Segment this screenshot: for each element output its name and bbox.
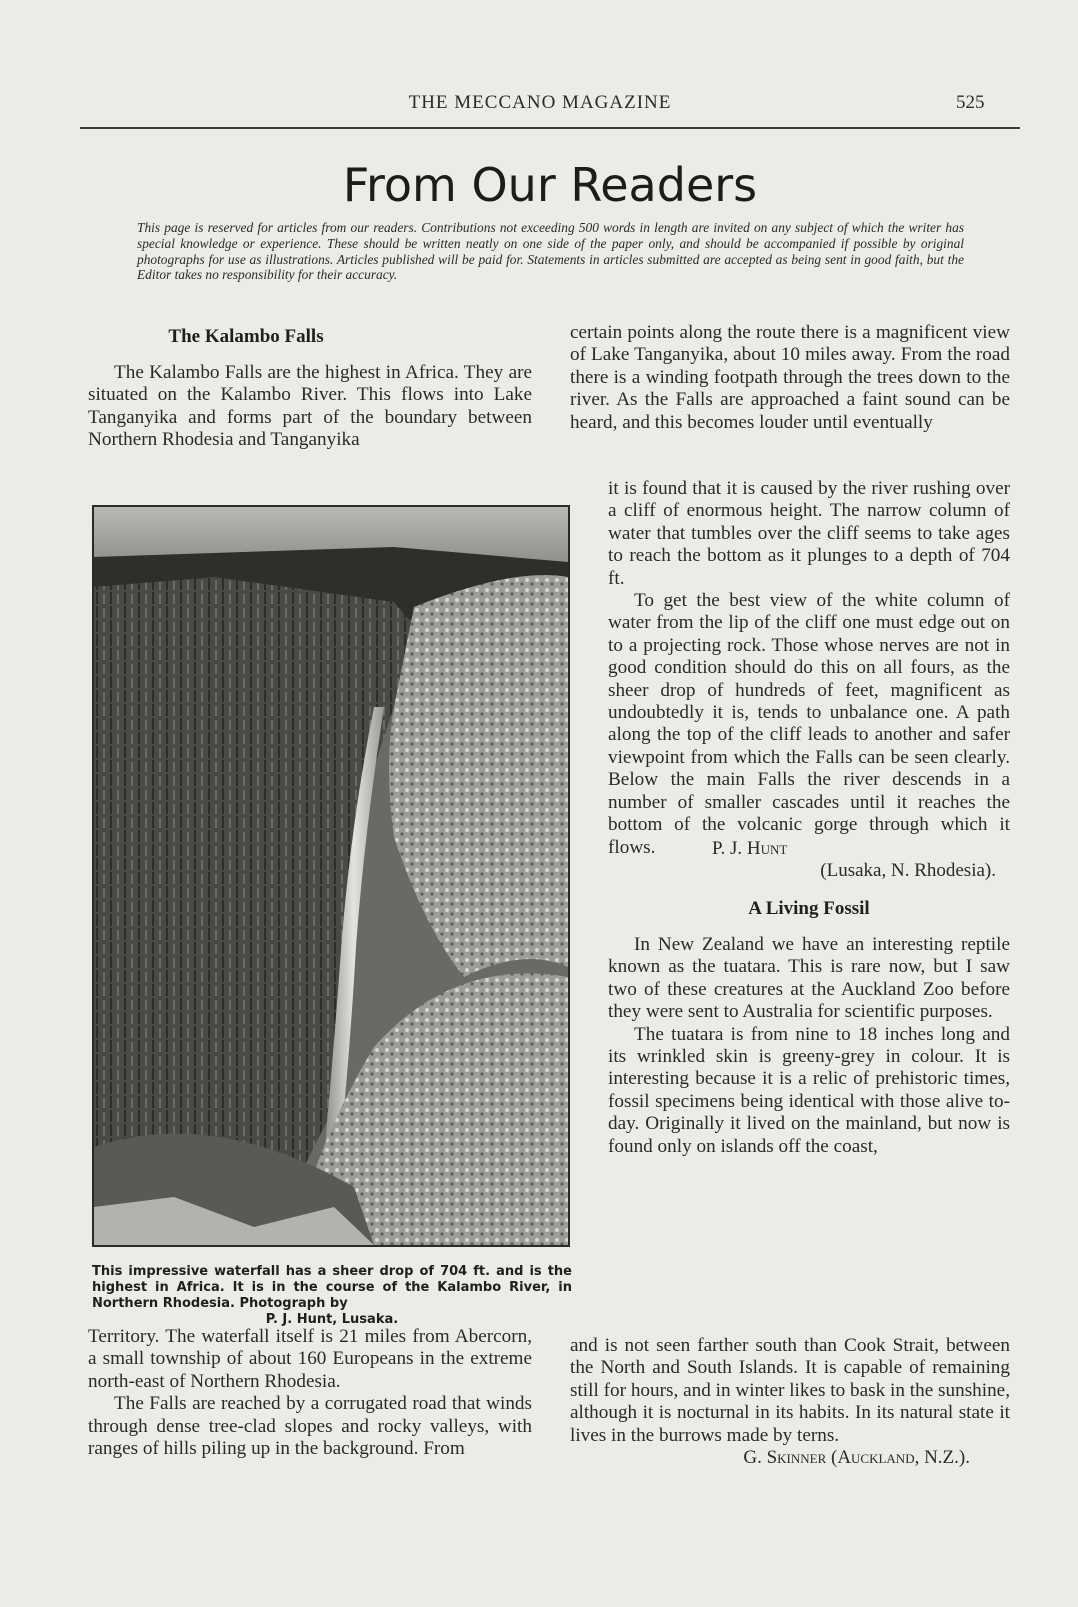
article-paragraph: certain points along the route there is a magnificent view of Lake Tanganyika, about 10 miles away. From the road there is a winding footpath through the trees down to the river. As the Falls are approached a faint sound can be heard, and this becomes louder until eventually [570, 322, 1010, 433]
magazine-title: THE MECCANO MAGAZINE [408, 92, 672, 113]
left-column-bottom [88, 1326, 532, 1460]
article-paragraph: The Kalambo Falls are the highest in Africa. They are situated on the Kalambo River. This flows into Lake Tanganyika and forms part of the boundary between Northern Rhodesia and Tanganyika [88, 362, 532, 451]
article-heading-kalambo: The Kalambo Falls [168, 326, 324, 347]
right-column-narrow [608, 478, 1010, 1158]
article-paragraph: The tuatara is from nine to 18 inches long and its wrinkled skin is greeny-grey in colour. It is interesting because it is a relic of prehistoric times, fossil specimens being identical with those alive to-day. Originally it lived on the mainland, but now is found only on islands off the coast, [608, 1023, 1010, 1157]
waterfall-image [94, 507, 568, 1245]
article-paragraph: To get the best view of the white column of water from the lip of the cliff one must edge out on to a projecting rock. Those whose nerves are not in good condition should do this on all fours, as the sheer drop of hundreds of feet, magnificent as undoubtedly it is, tends to unbalance one. A path along the top of the cliff leads to another and safer viewpoint from which the Falls can be seen clearly. Below the main Falls the river descends in a number of smaller cascades until it reaches the bottom of the volcanic gorge through which it flows. [608, 590, 1010, 858]
left-column-top [88, 326, 532, 452]
page-number: 525 [956, 92, 985, 113]
article-paragraph: In New Zealand we have an interesting reptile known as the tuatara. This is rare now, but I saw two of these creatures at the Auckland Zoo before they were sent to Australia for scientific purposes. [608, 933, 1010, 1023]
author-location: (Lusaka, N. Rhodesia). [820, 859, 996, 881]
author-signature: P. J. Hunt [712, 837, 788, 859]
article-heading-fossil: A Living Fossil [748, 897, 870, 919]
caption-text: This impressive waterfall has a sheer drop of 704 ft. and is the highest in Africa. It is in the course of the Kalambo River, in Northern Rhodesia. Photograph by [92, 1264, 572, 1311]
article-paragraph: Territory. The waterfall itself is 21 miles from Abercorn, a small township of about 160 Europeans in the extreme north-east of Northern Rhodesia. [88, 1326, 532, 1392]
header-rule [80, 127, 1020, 129]
article-paragraph: and is not seen farther south than Cook Strait, between the North and South Islands. It is capable of remaining still for hours, and in winter likes to bask in the sunshine, although it is nocturnal in its habits. In its natural state it lives in the burrows made by terns. [570, 1335, 1010, 1446]
photo-caption [92, 1264, 572, 1328]
author-signature: G. Skinner (Auckland, N.Z.). [743, 1447, 970, 1469]
right-column-top [570, 322, 1010, 434]
caption-credit: P. J. Hunt, Lusaka. [265, 1312, 399, 1327]
page-title: From Our Readers [342, 158, 758, 212]
article-paragraph: The Falls are reached by a corrugated road that winds through dense tree-clad slopes and rocky valleys, with ranges of hills piling up in the background. From [88, 1393, 532, 1460]
right-column-bottom [570, 1335, 1010, 1469]
intro-notice: This page is reserved for articles from our readers. Contributions not exceeding 500 words in length are invited on any subject of which the writer has special knowledge or experience. These should be written neatly on one side of the paper only, and should be accompanied if possible by original photographs for use as illustrations. Articles published will be paid for. Statements in articles submitted are accepted as being sent in good faith, but the Editor takes no responsibility for their accuracy. [137, 220, 964, 283]
waterfall-photograph [92, 505, 570, 1247]
article-paragraph: it is found that it is caused by the river rushing over a cliff of enormous height. The narrow column of water that tumbles over the cliff seems to take ages to reach the bottom as it plunges to a depth of 704 ft. [608, 478, 1010, 589]
